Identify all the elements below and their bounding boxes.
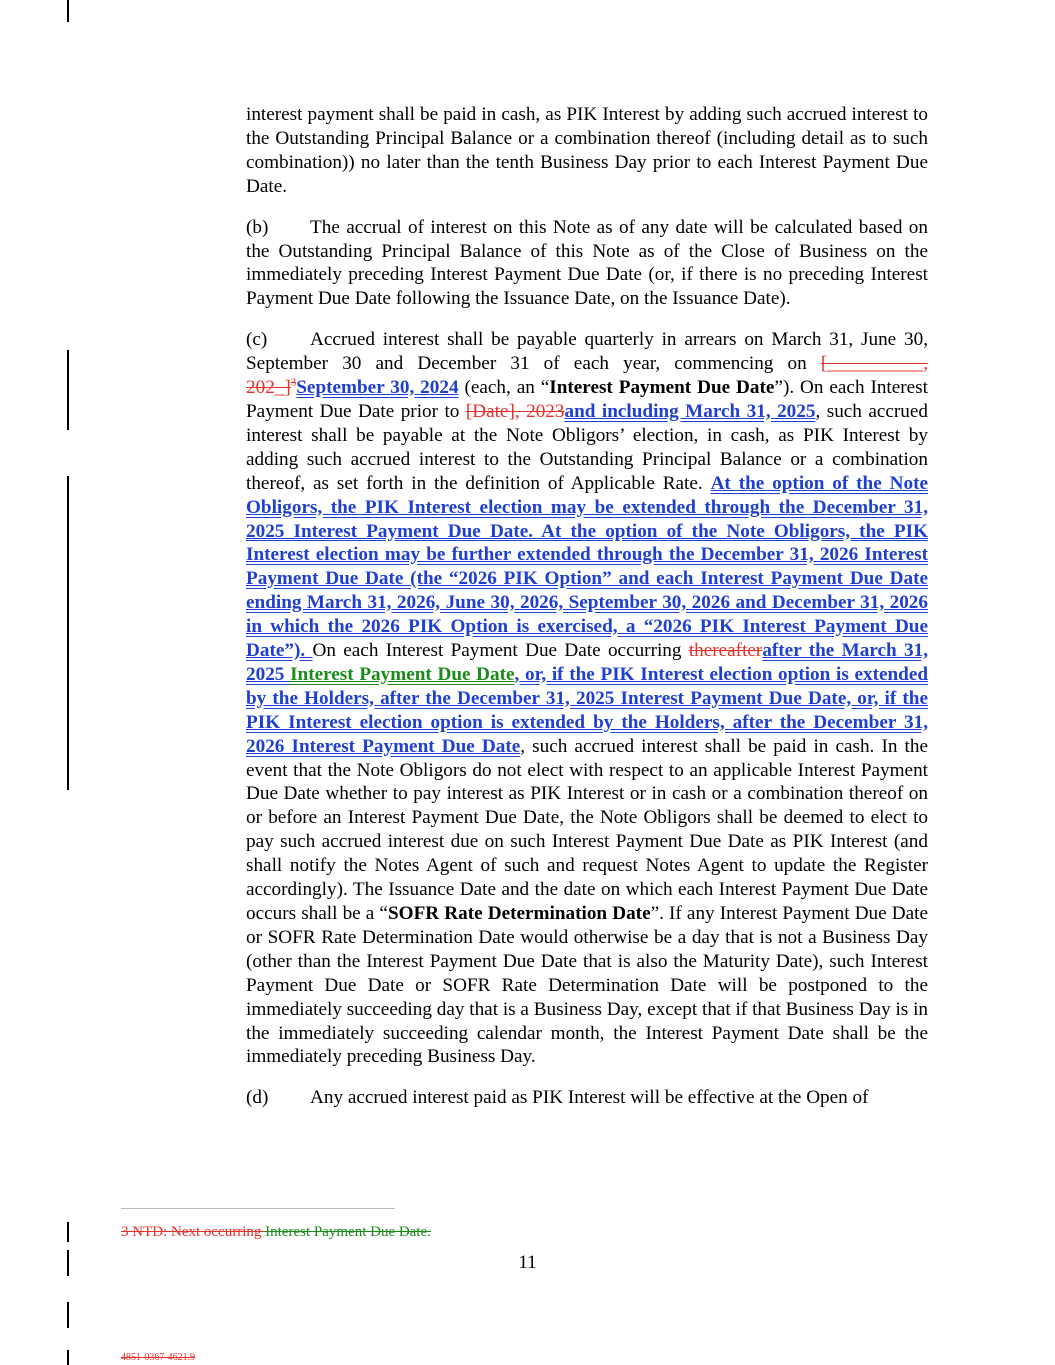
paragraph-label: (c) <box>246 329 268 351</box>
deleted-text: [__________, 202_] <box>246 353 928 399</box>
inserted-text: and including March 31, 2025 <box>564 400 816 422</box>
document-id: 4851-0367-4621.9 <box>121 1352 196 1363</box>
inserted-text: , or, if the PIK Interest election option is extended by the Holders, after the December 31, 2025 Interest Payment Due Date, or, if the PIK Interest election option is extended by the Holders, after the December 31, 2026 Interest Payment Due Date <box>246 663 929 757</box>
paragraph-continuation <box>246 103 928 199</box>
paragraph-d <box>246 1086 928 1110</box>
change-bar <box>67 1350 69 1365</box>
paragraph-b <box>246 216 928 312</box>
change-bar <box>67 350 69 430</box>
paragraph-text: ”). On each Interest Payment Due Date prior to <box>246 377 928 422</box>
paragraph-text: , such accrued interest shall be paid in cash. In the event that the Note Obligors do not elect with respect to an applicable Interest Payment Due Date whether to pay interest as PIK Interest or in cash or a combination thereof on or before an Interest Payment Due Date, the Note Obligors shall be deemed to elect to pay such accrued interest due on such Interest Payment Due Date as PIK Interest (and shall notify the Notes Agent of such and request Notes Agent to update the Register accordingly). The Issuance Date and the date on which each Interest Payment Due Date occurs shall be a “ <box>246 735 928 924</box>
change-bar <box>67 0 69 22</box>
change-bar <box>67 1302 69 1328</box>
document-body <box>246 103 928 1127</box>
change-bar <box>67 1222 69 1242</box>
paragraph-c <box>246 328 928 1069</box>
footnote-reference[interactable]: 3 <box>290 376 297 389</box>
defined-term: SOFR Rate Determination Date <box>387 903 651 924</box>
paragraph-text: The accrual of interest on this Note as of any date will be calculated based on the Outstanding Principal Balance of this Note as of the Close of Business on the immediately preceding Interest Payment Due Date (or, if there is no preceding Interest Payment Due Date following the Issuance Date, on the Issuance Date). <box>246 216 928 310</box>
deleted-text: 3 NTD: Next occurring <box>121 1224 266 1240</box>
paragraph-text: , such accrued interest shall be payable at the Note Obligors’ election, in cash, as PIK Interest by adding such accrued interest to the Outstanding Principal Balance or a combination thereof, as set forth in the definition of Applicable Rate. <box>246 400 928 494</box>
inserted-text: September 30, 2024 <box>296 377 459 399</box>
moved-text: Interest Payment Due Date <box>290 663 515 685</box>
footnote <box>121 1223 431 1241</box>
inserted-text: after the March 31, 2025 <box>246 640 928 685</box>
page-number: 11 <box>518 1252 537 1273</box>
change-bar <box>67 476 69 790</box>
deleted-text: [Date], 2023 <box>465 400 565 422</box>
paragraph-text: Accrued interest shall be payable quarterly in arrears on March 31, June 30, September 30 and December 31 of each year, commencing on <box>246 329 928 375</box>
deleted-text: thereafter <box>688 640 763 662</box>
paragraph-text: ”. If any Interest Payment Due Date or SOFR Rate Determination Date would otherwise be a day that is not a Business Day (other than the Interest Payment Due Date that is also the Maturity Date), such Interest Payment Due Date or SOFR Rate Determination Date will be postponed to the immediately succeeding day that is a Business Day, except that if that Business Day is in the immediately succeeding calendar month, the Interest Payment Date shall be the immediately preceding Business Day. <box>246 903 929 1068</box>
paragraph-label: (d) <box>246 1087 269 1109</box>
paragraph-label: (b) <box>246 216 269 238</box>
paragraph-text: interest payment shall be paid in cash, as PIK Interest by adding such accrued interest to the Outstanding Principal Balance or a combination thereof (including detail as to such combination)) no later than the tenth Business Day prior to each Interest Payment Due Date. <box>246 104 928 197</box>
inserted-text: At the option of the Note Obligors, the PIK Interest election may be extended through the December 31, 2025 Interest Payment Due Date. At the option of the Note Obligors, the PIK Interest election may be further extended through the December 31, 2026 Interest Payment Due Date (the “2026 PIK Option” and each Interest Payment Due Date ending March 31, 2026, June 30, 2026, September 30, 2026 and December 31, 2026 in which the 2026 PIK Option is exercised, a “2026 PIK Interest Payment Due Date”). <box>246 472 928 662</box>
paragraph-text: (each, an “ <box>458 377 550 399</box>
defined-term: Interest Payment Due Date <box>549 377 775 399</box>
paragraph-text: Any accrued interest paid as PIK Interest will be effective at the Open of <box>310 1087 869 1109</box>
moved-text: Interest Payment Due Date. <box>265 1224 431 1240</box>
paragraph-text: On each Interest Payment Due Date occurring <box>312 640 689 662</box>
footnote-separator <box>121 1208 395 1209</box>
